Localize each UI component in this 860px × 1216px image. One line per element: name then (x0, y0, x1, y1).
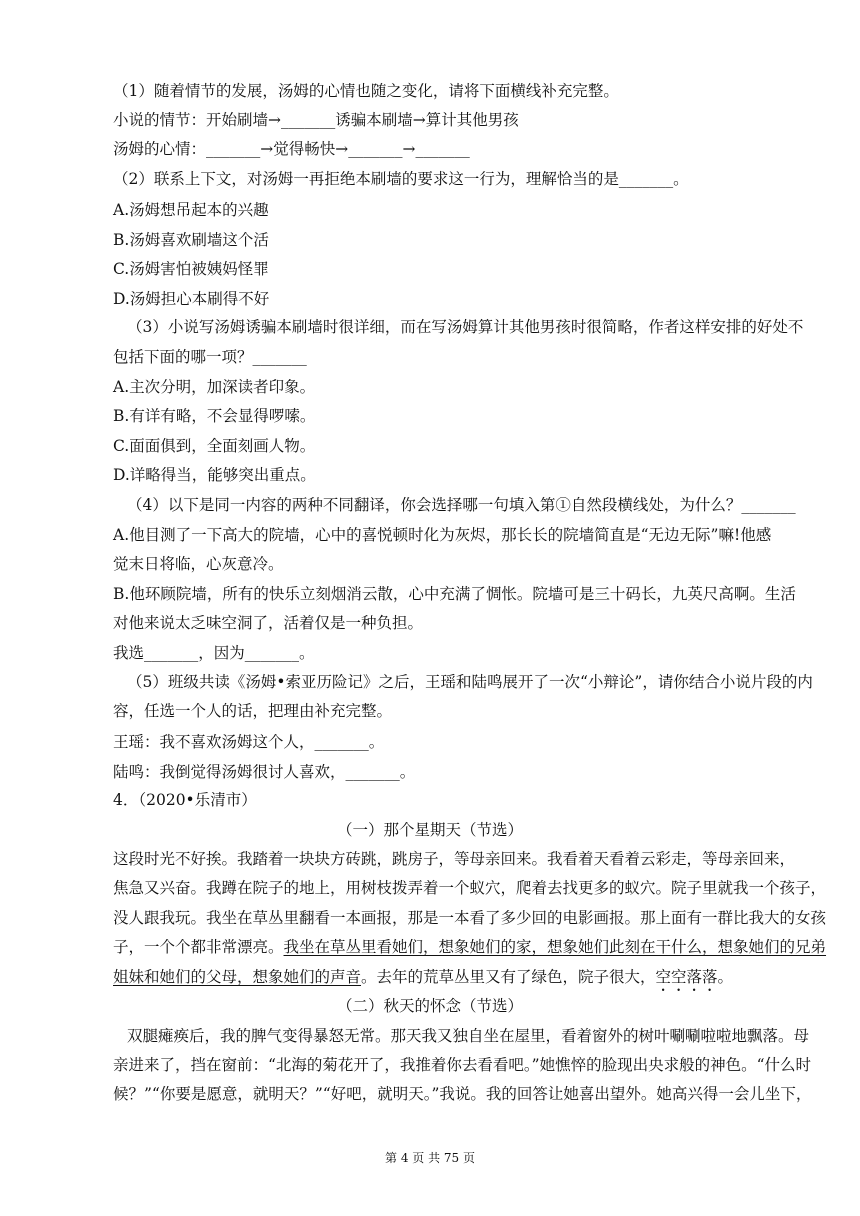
q2-option-b: B.汤姆喜欢刷墙这个活 (113, 231, 269, 249)
q5-stem-line2: 容，任选一个人的话，把理由补充完整。 (113, 702, 393, 720)
q2-option-c: C.汤姆害怕被姨妈怪罪 (113, 260, 269, 278)
q1-stem: （1）随着情节的发展，汤姆的心情也随之变化，请将下面横线补充完整。 (113, 82, 619, 100)
q4-stem: （4）以下是同一内容的两种不同翻译，你会选择哪一句填入第①自然段横线处，为什么？_______ (127, 496, 796, 514)
q4-option-b-line2: 对他来说太乏味空洞了，活着仅是一种负担。 (113, 614, 424, 632)
q5-wangyao-line: 王瑶：我不喜欢汤姆这个人，_______。 (113, 733, 385, 751)
passage1-line1: 这段时光不好挨。我踏着一块块方砖跳，跳房子，等母亲回来。我看着天看着云彩走，等母亲回来， (113, 850, 796, 868)
q3-stem-line2: 包括下面的哪一项？_______ (113, 348, 307, 366)
q2-option-d: D.汤姆担心本刷得不好 (113, 290, 270, 308)
q4-answer-line: 我选_______，因为_______。 (113, 644, 315, 662)
q3-option-a: A.主次分明，加深读者印象。 (113, 378, 316, 396)
passage1-dotted-phrase: 空空落落 (655, 968, 718, 986)
q3-option-c: C.面面俱到，全面刻画人物。 (113, 437, 316, 455)
passage2-title: （二）秋天的怀念（节选） (336, 997, 523, 1015)
passage1-underlined-sentence-end: 姐妹和她们的父母，想象她们的声音 (113, 968, 362, 986)
passage1-line5-end: 。 (717, 968, 734, 986)
q2-option-a: A.汤姆想吊起本的兴趣 (113, 201, 269, 219)
q4-option-b-line1: B.他环顾院墙，所有的快乐立刻烟消云散，心中充满了惆怅。院墙可是三十码长，九英尺高啊。生活 (113, 585, 796, 603)
q3-option-d: D.详略得当，能够突出重点。 (113, 466, 316, 484)
q2-stem: （2）联系上下文，对汤姆一再拒绝本刷墙的要求这一行为，理解恰当的是_______。 (113, 170, 689, 188)
passage1-underlined-sentence: 我坐在草丛里看她们，想象她们的家，想象她们此刻在干什么，想象她们的兄弟 (283, 938, 827, 956)
passage1-line4-plain: 子，一个个都非常漂亮。 (113, 938, 284, 956)
passage1-line3: 没人跟我玩。我坐在草丛里翻看一本画报，那是一本看了多少回的电影画报。那上面有一群比我大的女孩 (113, 909, 827, 927)
passage1-line4 (113, 936, 827, 958)
q5-luming-line: 陆鸣：我倒觉得汤姆很讨人喜欢，_______。 (113, 763, 416, 781)
q3-stem-line1: （3）小说写汤姆诱骗本刷墙时很详细，而在写汤姆算计其他男孩时很简略，作者这样安排的好处不 (127, 318, 804, 336)
q4-option-a-line2: 觉末日将临，心灰意冷。 (113, 555, 284, 573)
passage1-line5-mid: 。去年的荒草丛里又有了绿色，院子很大， (361, 968, 656, 986)
passage2-line3: 候？”“你要是愿意，就明天？”“好吧，就明天。”我说。我的回答让她喜出望外。她高兴得一会儿坐下， (113, 1085, 812, 1103)
q3-option-b: B.有详有略，不会显得啰嗦。 (113, 407, 316, 425)
passage1-line5 (113, 966, 813, 995)
passage2-line2: 亲进来了，挡在窗前：“北海的菊花开了，我推着你去看看吧。”她憔悴的脸现出央求般的神色。“什么时 (113, 1056, 812, 1074)
q1-mood-line: 汤姆的心情：_______→觉得畅快→_______→_______ (113, 140, 470, 158)
q4-option-a-line1: A.他目测了一下高大的院墙，心中的喜悦顿时化为灰烬，那长长的院墙简直是“无边无际”嘛!他感 (113, 526, 772, 544)
question-4-header: 4．（2020•乐清市） (113, 791, 257, 809)
passage1-title: （一）那个星期天（节选） (336, 821, 523, 839)
q1-plot-line: 小说的情节：开始刷墙→_______诱骗本刷墙→算计其他男孩 (113, 111, 519, 129)
page-footer: 第 4 页 共 75 页 (385, 1151, 475, 1165)
passage2-line1: 双腿瘫痪后，我的脾气变得暴怒无常。那天我又独自坐在屋里，看着窗外的树叶唰唰啦啦地飘落。母 (127, 1027, 810, 1045)
q5-stem-line1: （5）班级共读《汤姆•索亚历险记》之后，王瑶和陆鸣展开了一次“小辩论”，请你结合小说片段的内 (127, 673, 813, 691)
passage1-line2: 焦急又兴奋。我蹲在院子的地上，用树枝拨弄着一个蚁穴，爬着去找更多的蚁穴。院子里就我一个孩子， (113, 879, 827, 897)
